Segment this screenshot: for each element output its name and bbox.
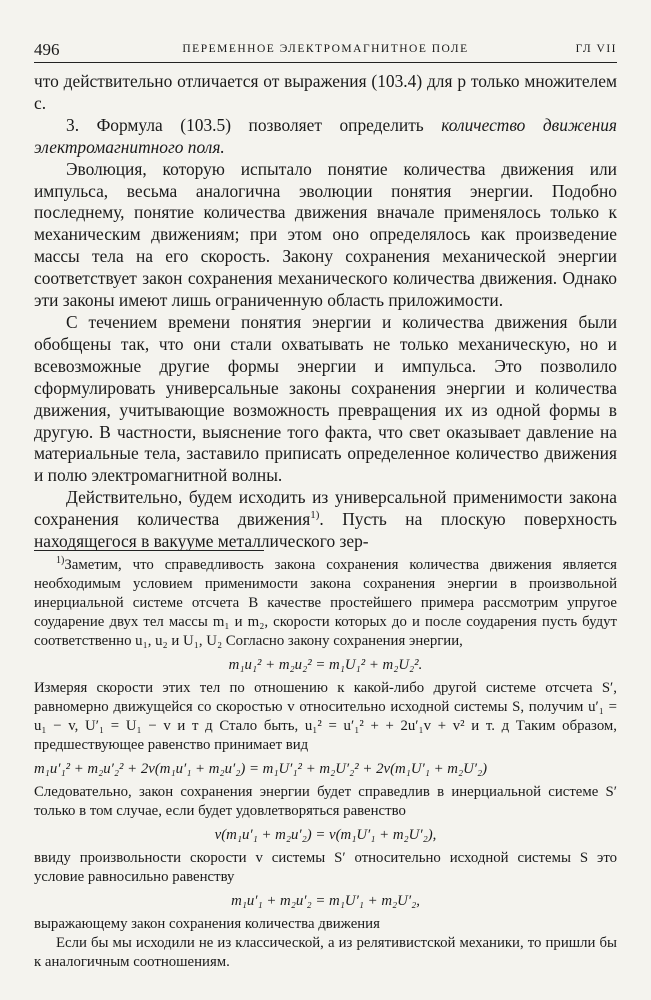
- footnote-text-5: выражающему закон сохранения количества движения: [34, 916, 380, 932]
- equation-condition: v(m₁u′₁ + m₂u′₂) = v(m₁U′₁ + m₂U′₂),: [214, 827, 437, 843]
- paragraph-4: С течением времени понятия энергии и количества движения были обобщены так, что они стали охватывать не только механическую, но и всевозможные другие формы энергии и импульса. Это позволило сформулировать универсальные законы сохранения энергии и количества движения, учитывающие возможность превращения их из одной формы в другую. В частности, выяснение того факта, что свет оказывает давление на материальные тела, заставило приписать определенное количество движения и полю электромагнитной волны.: [34, 311, 617, 486]
- paragraph-5-a: Действительно, будем исходить из универсальной применимости закона сохранения количества движения: [34, 487, 617, 530]
- paragraph-2-term: количество движения электромагнитного поля.: [34, 114, 617, 157]
- footnote-marker: 1): [56, 555, 65, 567]
- paragraph-1: что действительно отличается от выражения (103.4) для p только множителем c.: [34, 71, 617, 113]
- header-rule: [34, 62, 617, 63]
- footnote-text-2: Измеряя скорости этих тел по отношению к какой-либо другой системе отсчета S′, равномерно движущейся со скоростью v относительно исходной системы S, получим u′₁ = u₁ − v, U′₁ = U₁ − v и т д Стало быть, u₁² = u′₁² + + 2u′₁v + v² и т. д Таким образом, предшествующее равенство принимает вид: [34, 680, 617, 753]
- equation-momentum: m₁u′₁ + m₂u′₂ = m₁U′₁ + m₂U′₂,: [231, 893, 420, 909]
- footnote-reference[interactable]: 1): [310, 509, 320, 522]
- running-title: ПЕРЕМЕННОЕ ЭЛЕКТРОМАГНИТНОЕ ПОЛЕ: [182, 43, 469, 55]
- paragraph-5: [34, 487, 617, 553]
- footnote-text-4: ввиду произвольности скорости v системы S′ относительно исходной системы S это условие равносильно равенству: [34, 850, 617, 885]
- main-text: [34, 71, 617, 553]
- footnote-rule: [34, 550, 264, 551]
- paragraph-2-lead: 3. Формула (103.5) позволяет определить: [66, 114, 442, 135]
- equation-transformed: m₁u′₁² + m₂u′₂² + 2v(m₁u′₁ + m₂u′₂) = m₁U′₁² + m₂U′₂² + 2v(m₁U′₁ + m₂U′₂): [34, 761, 488, 777]
- paragraph-5-b: . Пусть на плоскую поверхность находящегося в вакууме металлического зер-: [34, 509, 617, 552]
- footnote: [34, 556, 617, 972]
- running-head: [34, 40, 617, 60]
- equation-energy: m₁u₁² + m₂u₂² = m₁U₁² + m₂U₂².: [228, 657, 423, 673]
- footnote-text-6: Если бы мы исходили не из классической, а из релятивистской механики, то пришли бы к аналогичным соотношениям.: [34, 935, 617, 970]
- footnote-intro: Заметим, что справедливость закона сохранения количества движения является необходимым условием применимости закона сохранения энергии в произвольной инерциальной системе отсчета В качестве простейшего примера рассмотрим упругое соударение двух тел массы m₁ и m₂, скорости которых до и после соударения пусть будут соответственно u₁, u₂ и U₁, U₂ Согласно закону сохранения энергии,: [34, 557, 617, 649]
- footnote-text-1: [34, 556, 617, 651]
- paragraph-2: [34, 115, 617, 159]
- chapter-label: ГЛ VII: [575, 43, 617, 55]
- paragraph-3: Эволюция, которую испытало понятие количества движения или импульса, весьма аналогична эволюции понятия энергии. Подобно последнему, понятие количества движения вначале применялось только к механическим движениям; при этом оно определялось как произведение массы тела на его скорость. Закону сохранения механической энергии соответствует закон сохранения механического количества движения. Однако эти законы имеют лишь ограниченную область приложимости.: [34, 158, 617, 311]
- page-number: 496: [34, 40, 60, 59]
- footnote-text-3: Следовательно, закон сохранения энергии будет справедлив в инерциальной системе S′ только в том случае, если будет удовлетворяться равенство: [34, 784, 617, 819]
